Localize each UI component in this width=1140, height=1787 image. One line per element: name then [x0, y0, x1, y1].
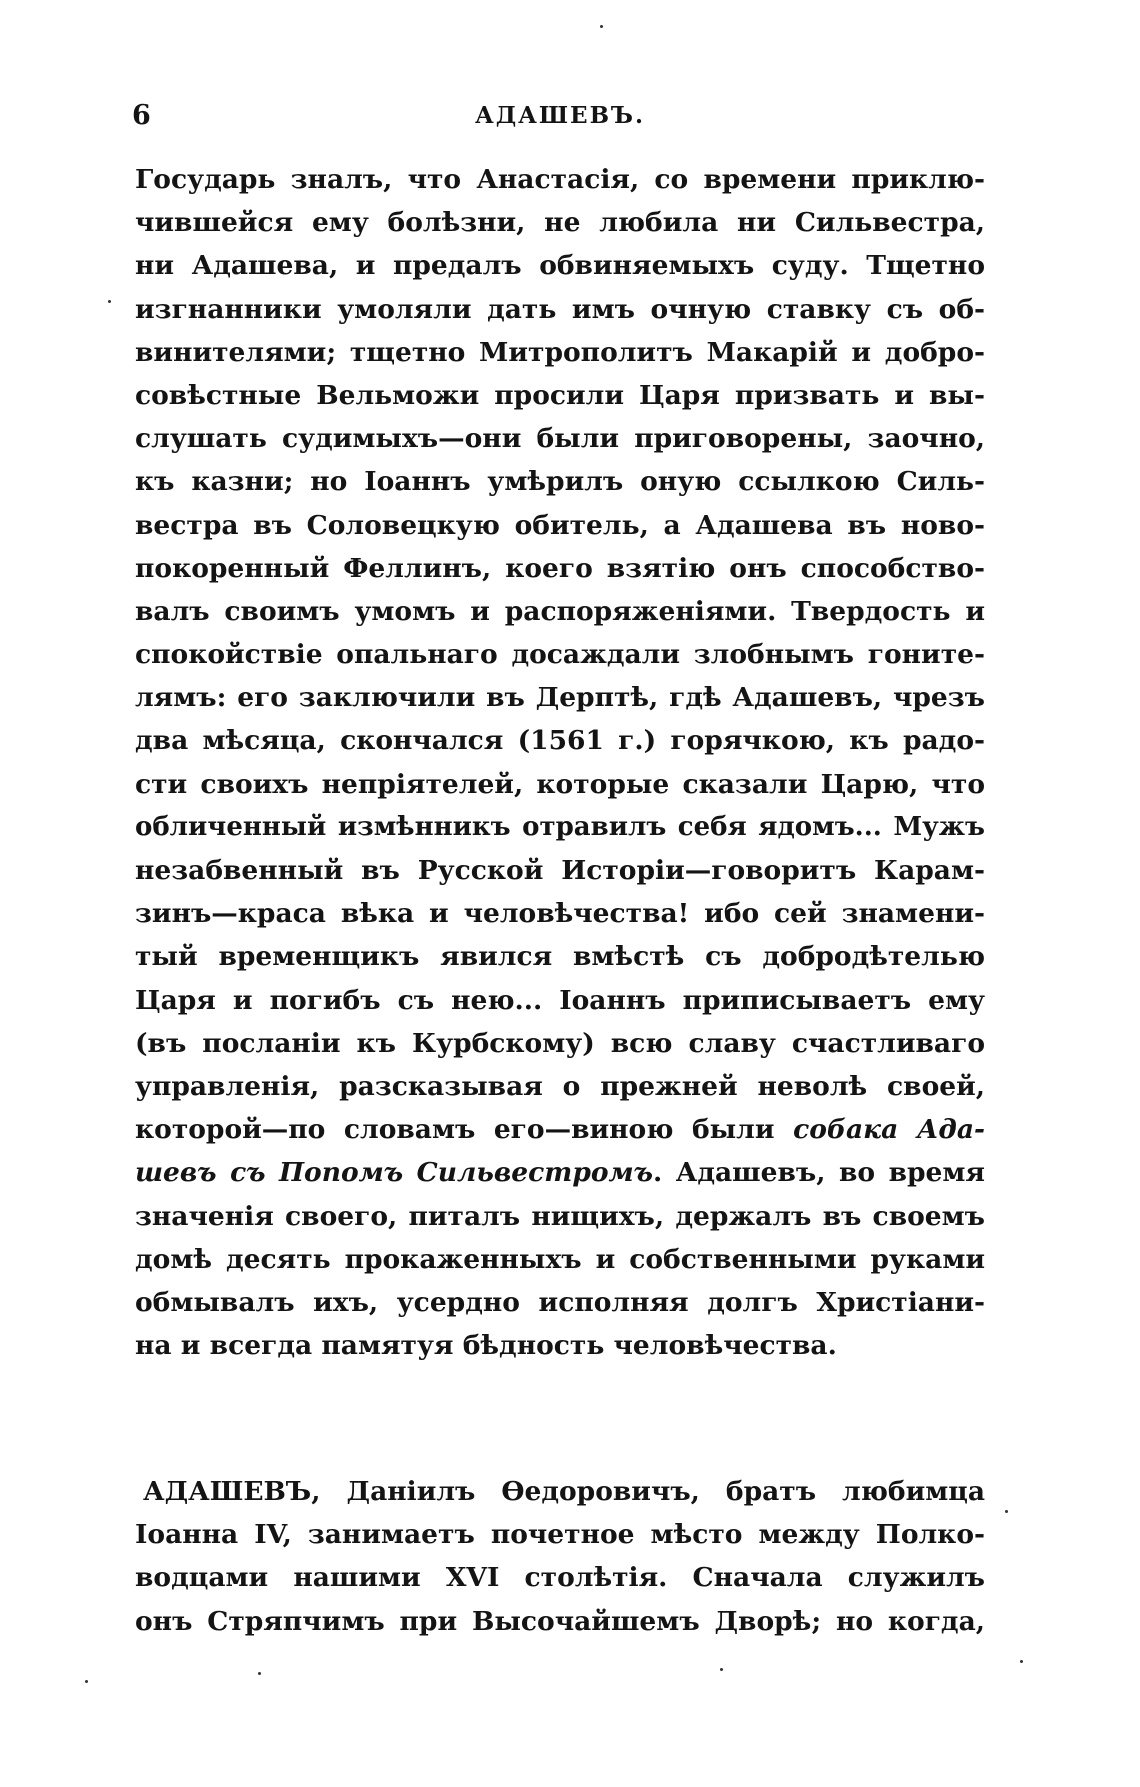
- text-line: управленія, разсказывая о прежней неволѣ своей,: [135, 1070, 985, 1102]
- print-speck: [720, 1668, 723, 1671]
- text-line: ни Адашева, и предалъ обвиняемыхъ суду. Тщетно: [135, 250, 985, 282]
- print-speck: [600, 25, 603, 28]
- text-line: къ казни; но Іоаннъ умѣрилъ оную ссылкою Силь-: [135, 466, 985, 498]
- text-line: чившейся ему болѣзни, не любила ни Сильвестра,: [135, 207, 985, 239]
- text-line: спокойствіе опальнаго досаждали злобнымъ гоните-: [135, 639, 985, 671]
- text-line: на и всегда памятуя бѣдность человѣчества.: [135, 1330, 837, 1362]
- page-number: 6: [132, 100, 151, 131]
- text-line: обличенный измѣнникъ отравилъ себя ядомъ... Мужъ: [135, 811, 985, 842]
- text-line: [135, 1108, 985, 1151]
- text-line: винителями; тщетно Митрополитъ Макарій и добро-: [135, 336, 985, 368]
- text-line: [135, 1151, 985, 1194]
- text-line: Іоанна IV, занимаетъ почетное мѣсто между Полко-: [135, 1519, 985, 1551]
- entry-adashev-alexei: [135, 158, 985, 1367]
- text-line: изгнанники умоляли дать имъ очную ставку съ об-: [135, 293, 985, 325]
- text-line: лямъ: его заключили въ Дерптѣ, гдѣ Адашевъ, чрезъ: [135, 682, 985, 714]
- text-line: зинъ—краса вѣка и человѣчества! ибо сей знамени-: [135, 898, 985, 930]
- text-line: совѣстные Вельможи просили Царя призвать и вы-: [135, 379, 985, 411]
- text-line: Государь зналъ, что Анастасія, со времени приклю-: [135, 164, 985, 195]
- running-head: АДАШЕВЪ.: [474, 102, 646, 129]
- print-speck: [258, 1672, 261, 1675]
- text-line: обмывалъ ихъ, усердно исполняя долгъ Христіани-: [135, 1286, 985, 1318]
- text-line: домѣ десять прокаженныхъ и собственными руками: [135, 1243, 985, 1275]
- text-line: (въ посланіи къ Курбскому) всю славу счастливаго: [135, 1027, 985, 1059]
- text-line: Царя и погибъ съ нею... Іоаннъ приписываетъ ему: [135, 984, 985, 1016]
- print-speck: [85, 1680, 88, 1683]
- print-speck: [1005, 1510, 1008, 1513]
- entry-heading-line: АДАШЕВЪ, Даніилъ Ѳедоровичъ, братъ любимца: [143, 1476, 985, 1507]
- text-line: вестра въ Соловецкую обитель, а Адашева въ ново-: [135, 509, 985, 541]
- text-line: покоренный Феллинъ, коего взятію онъ способство-: [135, 552, 985, 584]
- text-run: . Адашевъ, во время: [653, 1157, 985, 1189]
- text-line: онъ Стряпчимъ при Высочайшемъ Дворѣ; но когда,: [135, 1605, 985, 1637]
- text-line: незабвенный въ Русской Исторіи—говоритъ Карам-: [135, 855, 985, 886]
- text-line: тый временщикъ явился вмѣстѣ съ добродѣтелью: [135, 941, 985, 973]
- italic-quote: собака Ада-: [793, 1114, 985, 1146]
- text-line: валъ своимъ умомъ и распоряженіями. Твердость и: [135, 595, 985, 627]
- print-speck: [108, 300, 111, 303]
- print-speck: [1020, 1660, 1023, 1663]
- text-line: водцами нашими XVI столѣтія. Сначала служилъ: [135, 1562, 985, 1594]
- entry-adashev-daniil: [135, 1470, 985, 1643]
- text-line: значенія своего, питалъ нищихъ, держалъ въ своемъ: [135, 1200, 985, 1232]
- text-line: сти своихъ непріятелей, которые сказали Царю, что: [135, 768, 985, 800]
- text-line: слушать судимыхъ—они были приговорены, заочно,: [135, 423, 985, 455]
- page-header: [132, 100, 988, 140]
- italic-quote: шевъ съ Попомъ Сильвестромъ: [135, 1157, 653, 1189]
- text-line: два мѣсяца, скончался (1561 г.) горячкою, къ радо-: [135, 725, 985, 757]
- text-run: которой—по словамъ его—виною были: [135, 1114, 794, 1146]
